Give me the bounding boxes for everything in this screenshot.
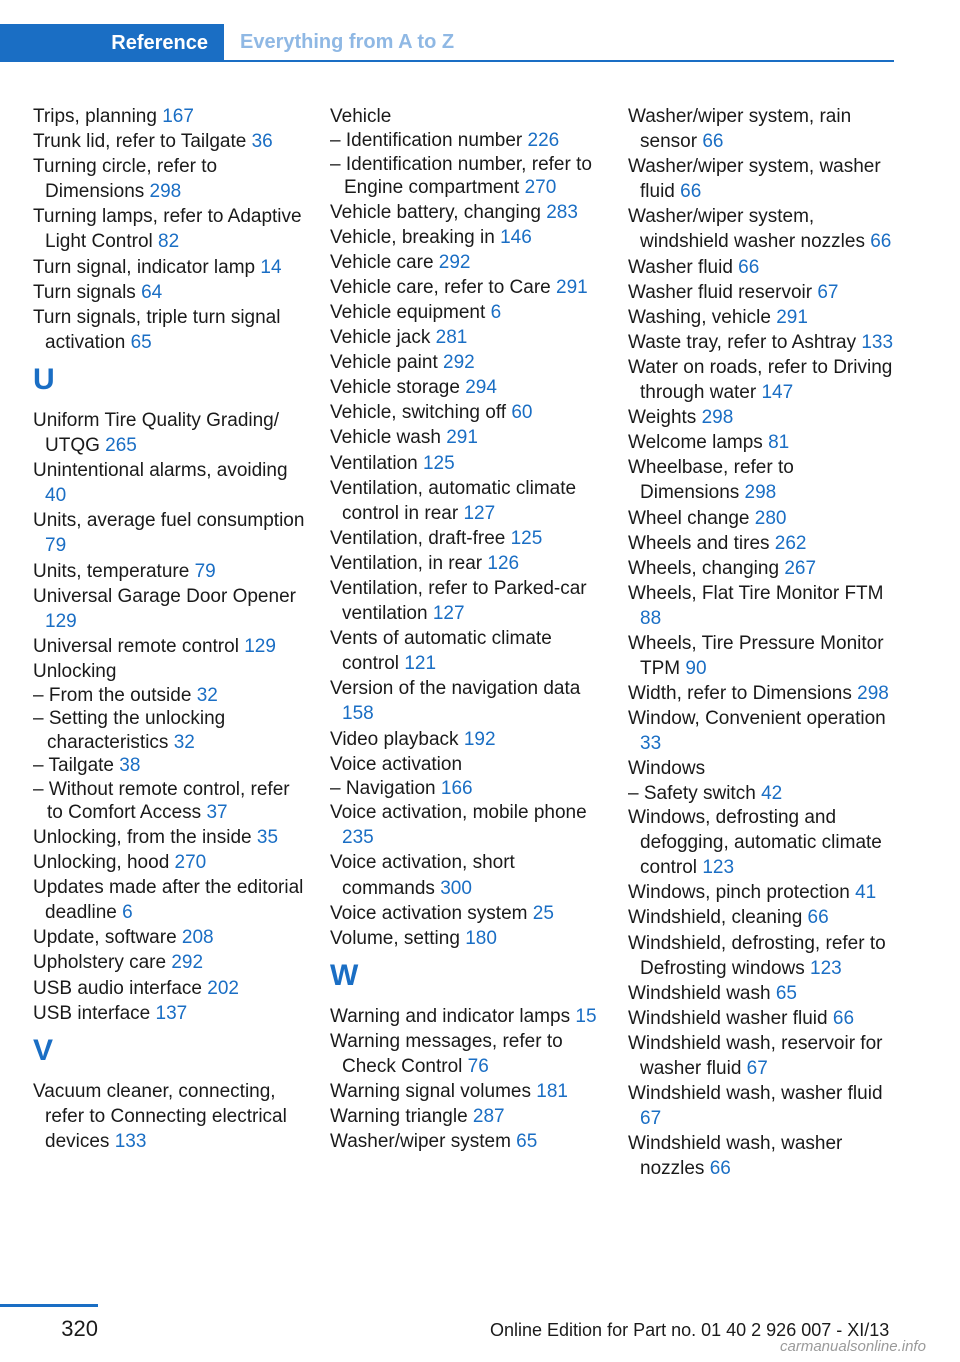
index-term: Voice activation, short commands [330, 852, 515, 899]
index-term: Universal Garage Door Opener [33, 585, 296, 607]
page-link[interactable]: 41 [855, 882, 877, 904]
edition-note: Online Edition for Part no. 01 40 2 926 007 - XI/13 [490, 1320, 890, 1340]
index-term: Vehicle jack [330, 327, 431, 349]
index-entry [628, 255, 898, 280]
index-entry [33, 559, 305, 584]
page-link[interactable]: 235 [342, 827, 374, 849]
index-subentry [330, 777, 602, 801]
index-subentry [330, 129, 602, 153]
index-entry [330, 551, 602, 576]
index-subentry [628, 782, 898, 806]
index-term: – Tailgate [33, 755, 114, 777]
index-entry [330, 901, 602, 926]
index-entry [330, 325, 602, 350]
page-link[interactable]: 6 [490, 301, 502, 323]
page-link[interactable]: 6 [122, 902, 133, 924]
index-entry [33, 104, 305, 129]
index-term: Vehicle battery, changing [330, 201, 541, 223]
index-subentry [33, 778, 305, 825]
index-term: Vehicle storage [330, 377, 460, 399]
index-entry [33, 925, 305, 950]
index-entry [628, 330, 898, 355]
page-link[interactable]: 25 [532, 902, 554, 924]
index-entry [330, 425, 602, 450]
index-entry [628, 581, 898, 631]
index-term: Ventilation, in rear [330, 552, 483, 574]
page-link[interactable]: 137 [155, 1002, 188, 1024]
index-term: Washer fluid [628, 256, 733, 278]
page-link[interactable]: 42 [761, 782, 783, 804]
index-entry [330, 850, 602, 900]
page-link[interactable]: 121 [404, 653, 437, 675]
running-header [0, 24, 894, 62]
index-entry [33, 850, 305, 875]
index-entry [33, 825, 305, 850]
index-term: Windows, defrosting and defogging, automatic climate control [628, 807, 882, 879]
page-link[interactable]: 298 [149, 181, 182, 203]
page-link[interactable]: 226 [527, 130, 560, 152]
page-link[interactable]: 180 [465, 927, 497, 949]
page-link[interactable]: 202 [207, 977, 239, 999]
page-link[interactable]: 270 [524, 177, 557, 199]
index-term: Ventilation, automatic climate control in rear [330, 477, 577, 524]
index-entry [330, 1129, 602, 1154]
index-term: Voice activation, mobile phone [330, 802, 587, 824]
index-term: Washer fluid reservoir [628, 281, 813, 303]
index-entry [330, 225, 602, 250]
index-term: Turning circle, refer to Dimensions [33, 156, 218, 203]
page-link[interactable]: 67 [640, 1108, 662, 1130]
index-entry [330, 1029, 602, 1079]
index-term: Windshield wash, reservoir for washer fluid [628, 1032, 883, 1079]
index-term: Ventilation [330, 452, 418, 474]
page-link[interactable]: 38 [119, 755, 141, 777]
page-link[interactable]: 158 [342, 703, 374, 725]
page-link[interactable]: 123 [702, 857, 735, 879]
page-link[interactable]: 283 [546, 201, 578, 223]
page-link[interactable]: 14 [260, 256, 282, 278]
index-entry [628, 1081, 898, 1131]
index-entry [628, 430, 898, 455]
index-term: Windshield wash [628, 982, 771, 1004]
index-entry [330, 676, 602, 726]
index-term: USB audio interface [33, 977, 202, 999]
page-link[interactable]: 298 [744, 482, 777, 504]
index-term: – Navigation [330, 777, 436, 799]
index-term: USB interface [33, 1002, 151, 1024]
index-entry [628, 1031, 898, 1081]
index-entry [33, 408, 305, 458]
index-term: Vacuum cleaner, connecting, refer to Connecting electrical devices [33, 1080, 287, 1152]
page-link[interactable]: 292 [438, 251, 471, 273]
page-link[interactable]: 127 [463, 502, 496, 524]
page-link[interactable]: 125 [510, 527, 543, 549]
index-term: Welcome lamps [628, 432, 763, 454]
page-link[interactable]: 166 [440, 777, 473, 799]
index-entry [33, 508, 305, 558]
index-term: Turn signal, indicator lamp [33, 256, 256, 278]
index-term: Update, software [33, 927, 177, 949]
index-entry [33, 634, 305, 659]
index-entry [330, 300, 602, 325]
page-link[interactable]: 76 [467, 1056, 489, 1077]
index-term: Windows, pinch protection [628, 882, 850, 904]
page-link[interactable]: 32 [196, 684, 218, 706]
index-term: Warning and indicator lamps [330, 1005, 571, 1027]
index-term: Washing, vehicle [628, 306, 771, 328]
index-term: Weights [628, 407, 697, 429]
page-link[interactable]: 147 [761, 382, 794, 404]
index-term: Turn signals, triple turn signal activation [33, 306, 281, 353]
index-entry [628, 905, 898, 930]
index-entry [628, 631, 898, 681]
page-link[interactable]: 181 [536, 1081, 568, 1103]
index-entry [33, 659, 305, 684]
index-entry [628, 531, 898, 556]
page-link[interactable]: 298 [701, 407, 734, 429]
index-term: Voice activation [330, 753, 463, 775]
page-link[interactable]: 126 [487, 552, 520, 574]
page-link[interactable]: 65 [775, 982, 797, 1004]
header-rule [0, 60, 894, 62]
index-term: Vehicle wash [330, 427, 441, 449]
page-link[interactable]: 65 [516, 1131, 538, 1153]
index-term: Windshield wash, washer fluid [628, 1083, 883, 1105]
index-term: Unlocking [33, 660, 117, 682]
index-term: Warning triangle [330, 1106, 468, 1128]
index-term: Vehicle care [330, 251, 434, 273]
watermark: carmanualsonline.info [780, 1338, 926, 1355]
index-column-1 [33, 104, 305, 1154]
index-term: Voice activation system [330, 902, 528, 924]
index-term: Version of the navigation data [330, 678, 581, 700]
page-link[interactable]: 37 [206, 802, 228, 824]
page-link[interactable]: 66 [832, 1007, 855, 1029]
index-term: Wheels, changing [628, 557, 780, 579]
index-entry [628, 405, 898, 430]
page-link[interactable]: 66 [702, 131, 724, 153]
page-link[interactable]: 67 [817, 281, 839, 303]
index-term: Window, Convenient operation [628, 708, 886, 730]
index-term: Trips, planning [33, 106, 157, 127]
index-entry [330, 752, 602, 777]
page-link[interactable]: 292 [171, 952, 204, 974]
index-term: Windshield wash, washer nozzles [628, 1133, 843, 1180]
page-link[interactable]: 192 [463, 728, 496, 750]
index-term: Turn signals [33, 281, 136, 303]
index-term: Windshield, defrosting, refer to Defrosting windows [628, 932, 886, 979]
page-link[interactable]: 60 [511, 402, 533, 424]
index-term: – Without remote control, refer to Comfort Access [33, 778, 290, 824]
page-link[interactable]: 40 [45, 485, 67, 507]
page-link[interactable]: 66 [709, 1158, 731, 1180]
page-link[interactable]: 64 [141, 281, 163, 303]
index-term: Waste tray, refer to Ashtray [628, 331, 857, 353]
index-entry [628, 506, 898, 531]
index-entry [628, 104, 898, 154]
index-entry [330, 1079, 602, 1104]
index-entry [628, 455, 898, 505]
index-term: Upholstery care [33, 952, 167, 974]
index-entry [628, 355, 898, 405]
page-link[interactable]: 123 [810, 957, 842, 979]
index-entry [628, 880, 898, 905]
index-term: Washer/wiper system, rain sensor [628, 106, 852, 153]
index-entry [33, 129, 305, 154]
index-entry [628, 981, 898, 1006]
index-entry [330, 275, 602, 300]
page-link[interactable]: 125 [422, 452, 455, 474]
page-link[interactable]: 35 [256, 826, 279, 848]
index-entry [330, 375, 602, 400]
page-link[interactable]: 82 [158, 231, 180, 253]
index-entry [330, 1004, 602, 1029]
page-link[interactable]: 15 [575, 1005, 597, 1027]
page-link[interactable]: 291 [556, 276, 588, 298]
page-link[interactable]: 79 [194, 560, 216, 582]
index-entry [330, 200, 602, 225]
index-entry [628, 706, 898, 756]
page-link[interactable]: 81 [768, 432, 790, 454]
index-term: Vehicle, breaking in [330, 226, 495, 248]
index-entry [628, 1006, 898, 1031]
index-subentry [33, 684, 305, 708]
index-entry [628, 556, 898, 581]
index-term: Vehicle care, refer to Care [330, 276, 551, 298]
page-link[interactable]: 287 [472, 1106, 505, 1128]
index-entry [33, 204, 305, 254]
index-entry [33, 305, 305, 355]
index-entry [33, 875, 305, 925]
index-term: Wheels, Flat Tire Monitor FTM [628, 582, 884, 604]
page-link[interactable]: 66 [680, 181, 702, 203]
page-link[interactable]: 33 [640, 733, 662, 755]
index-entry [330, 250, 602, 275]
index-term: Volume, setting [330, 927, 460, 949]
index-entry [33, 1001, 305, 1026]
section-letter: U [33, 362, 55, 396]
index-term: Unlocking, from the inside [33, 826, 252, 848]
index-term: Wheels, Tire Pressure Monitor TPM [628, 632, 884, 680]
index-term: Uniform Tire Quality Grading/ UTQG [33, 409, 280, 457]
index-entry [33, 154, 305, 204]
page-link[interactable]: 262 [774, 532, 807, 554]
index-entry [628, 280, 898, 305]
index-entry [33, 1079, 305, 1154]
index-entry [33, 950, 305, 975]
index-entry [330, 576, 602, 626]
page-link[interactable]: 298 [857, 683, 889, 705]
page-link[interactable]: 280 [754, 507, 787, 529]
index-entry [628, 756, 898, 781]
page-link[interactable]: 129 [244, 635, 276, 657]
page-link[interactable]: 36 [251, 131, 273, 153]
index-term: – Setting the unlocking characteristics [33, 708, 226, 753]
page-link[interactable]: 267 [784, 557, 817, 579]
page-link[interactable]: 133 [861, 331, 894, 353]
page-link[interactable]: 88 [640, 607, 662, 629]
index-entry [330, 104, 602, 129]
index-subentry [33, 754, 305, 778]
index-entry [33, 280, 305, 305]
page-link[interactable]: 66 [807, 907, 829, 929]
page-link[interactable]: 133 [114, 1130, 147, 1152]
section-tab: Reference [0, 24, 224, 62]
index-entry [33, 255, 305, 280]
index-term: Width, refer to Dimensions [628, 683, 852, 705]
page-link[interactable]: 265 [105, 435, 137, 457]
index-term: Washer/wiper system [330, 1131, 511, 1153]
index-term: Trunk lid, refer to Tailgate [33, 131, 247, 153]
index-term: Updates made after the editorial deadline [33, 877, 304, 924]
index-term: Ventilation, refer to Parked-car ventilation [330, 578, 587, 625]
page-link[interactable]: 167 [162, 106, 194, 127]
index-entry [628, 305, 898, 330]
index-entry [628, 154, 898, 204]
index-entry [330, 926, 602, 951]
index-term: Wheelbase, refer to Dimensions [628, 457, 794, 504]
page-link[interactable]: 292 [443, 352, 475, 374]
index-entry [628, 204, 898, 254]
index-term: – Identification number [330, 130, 523, 152]
index-entry [330, 350, 602, 375]
index-term: Turning lamps, refer to Adaptive Light Control [33, 206, 302, 253]
index-term: Vehicle equipment [330, 301, 486, 323]
page-link[interactable]: 66 [738, 256, 760, 278]
page-link[interactable]: 146 [500, 226, 532, 248]
page-link[interactable]: 67 [746, 1057, 768, 1079]
page-link[interactable]: 270 [174, 852, 207, 874]
page-link[interactable]: 129 [45, 610, 77, 632]
index-term: Ventilation, draft-free [330, 527, 506, 549]
index-term: Warning messages, refer to Check Control [330, 1030, 563, 1077]
section-letter: V [33, 1033, 54, 1067]
page-link[interactable]: 127 [432, 603, 465, 625]
index-entry [330, 800, 602, 850]
page-number: 320 [61, 1316, 98, 1341]
index-column-3 [628, 104, 898, 1181]
page-link[interactable]: 66 [870, 231, 892, 253]
index-subentry [330, 153, 602, 200]
index-term: Windshield washer fluid [628, 1007, 828, 1029]
index-term: Warning signal volumes [330, 1081, 531, 1103]
page-link[interactable]: 32 [173, 731, 195, 753]
index-term: Wheel change [628, 507, 750, 529]
index-column-2 [330, 104, 602, 1154]
index-term: Universal remote control [33, 635, 239, 657]
page-link[interactable]: 300 [440, 877, 472, 899]
index-entry [330, 451, 602, 476]
index-term: Washer/wiper system, washer fluid [628, 156, 881, 203]
index-term: Units, temperature [33, 560, 190, 582]
index-term: Units, average fuel consumption [33, 510, 305, 532]
index-term: Vents of automatic climate control [330, 628, 552, 675]
page-link[interactable]: 281 [435, 327, 468, 349]
index-entry [628, 681, 898, 706]
page-link[interactable]: 65 [130, 331, 152, 353]
index-subentry [33, 707, 305, 754]
page-link[interactable]: 294 [465, 377, 497, 399]
index-entry [330, 400, 602, 425]
index-term: – Identification number, refer to Engine compartment [330, 153, 592, 199]
index-entry [33, 584, 305, 634]
index-term: Unintentional alarms, avoiding [33, 460, 288, 482]
index-term: Vehicle paint [330, 352, 438, 374]
index-entry [628, 805, 898, 880]
section-letter: W [330, 958, 359, 992]
index-entry [33, 458, 305, 508]
index-term: Windshield, cleaning [628, 907, 803, 929]
index-term: Unlocking, hood [33, 852, 170, 874]
index-term: Video playback [330, 728, 459, 750]
page-link[interactable]: 79 [45, 535, 67, 557]
page-link[interactable]: 90 [685, 658, 707, 680]
index-term: Vehicle [330, 106, 392, 127]
page-link[interactable]: 291 [776, 306, 808, 328]
index-term: Washer/wiper system, windshield washer nozzles [628, 206, 865, 253]
index-entry [330, 476, 602, 526]
footer-rule [0, 1304, 98, 1307]
index-term: Wheels and tires [628, 532, 770, 554]
index-entry [330, 526, 602, 551]
page-link[interactable]: 208 [181, 927, 214, 949]
index-term: Windows [628, 758, 706, 780]
index-entry [628, 1131, 898, 1181]
index-entry [330, 727, 602, 752]
index-term: Water on roads, refer to Driving through water [628, 356, 893, 404]
index-term: Vehicle, switching off [330, 402, 507, 424]
page-link[interactable]: 291 [446, 427, 478, 449]
index-entry [628, 931, 898, 981]
index-entry [33, 976, 305, 1001]
chapter-title: Everything from A to Z [240, 31, 455, 53]
index-term: – From the outside [33, 684, 192, 706]
index-entry [330, 626, 602, 676]
index-entry [330, 1104, 602, 1129]
index-term: – Safety switch [628, 782, 756, 804]
